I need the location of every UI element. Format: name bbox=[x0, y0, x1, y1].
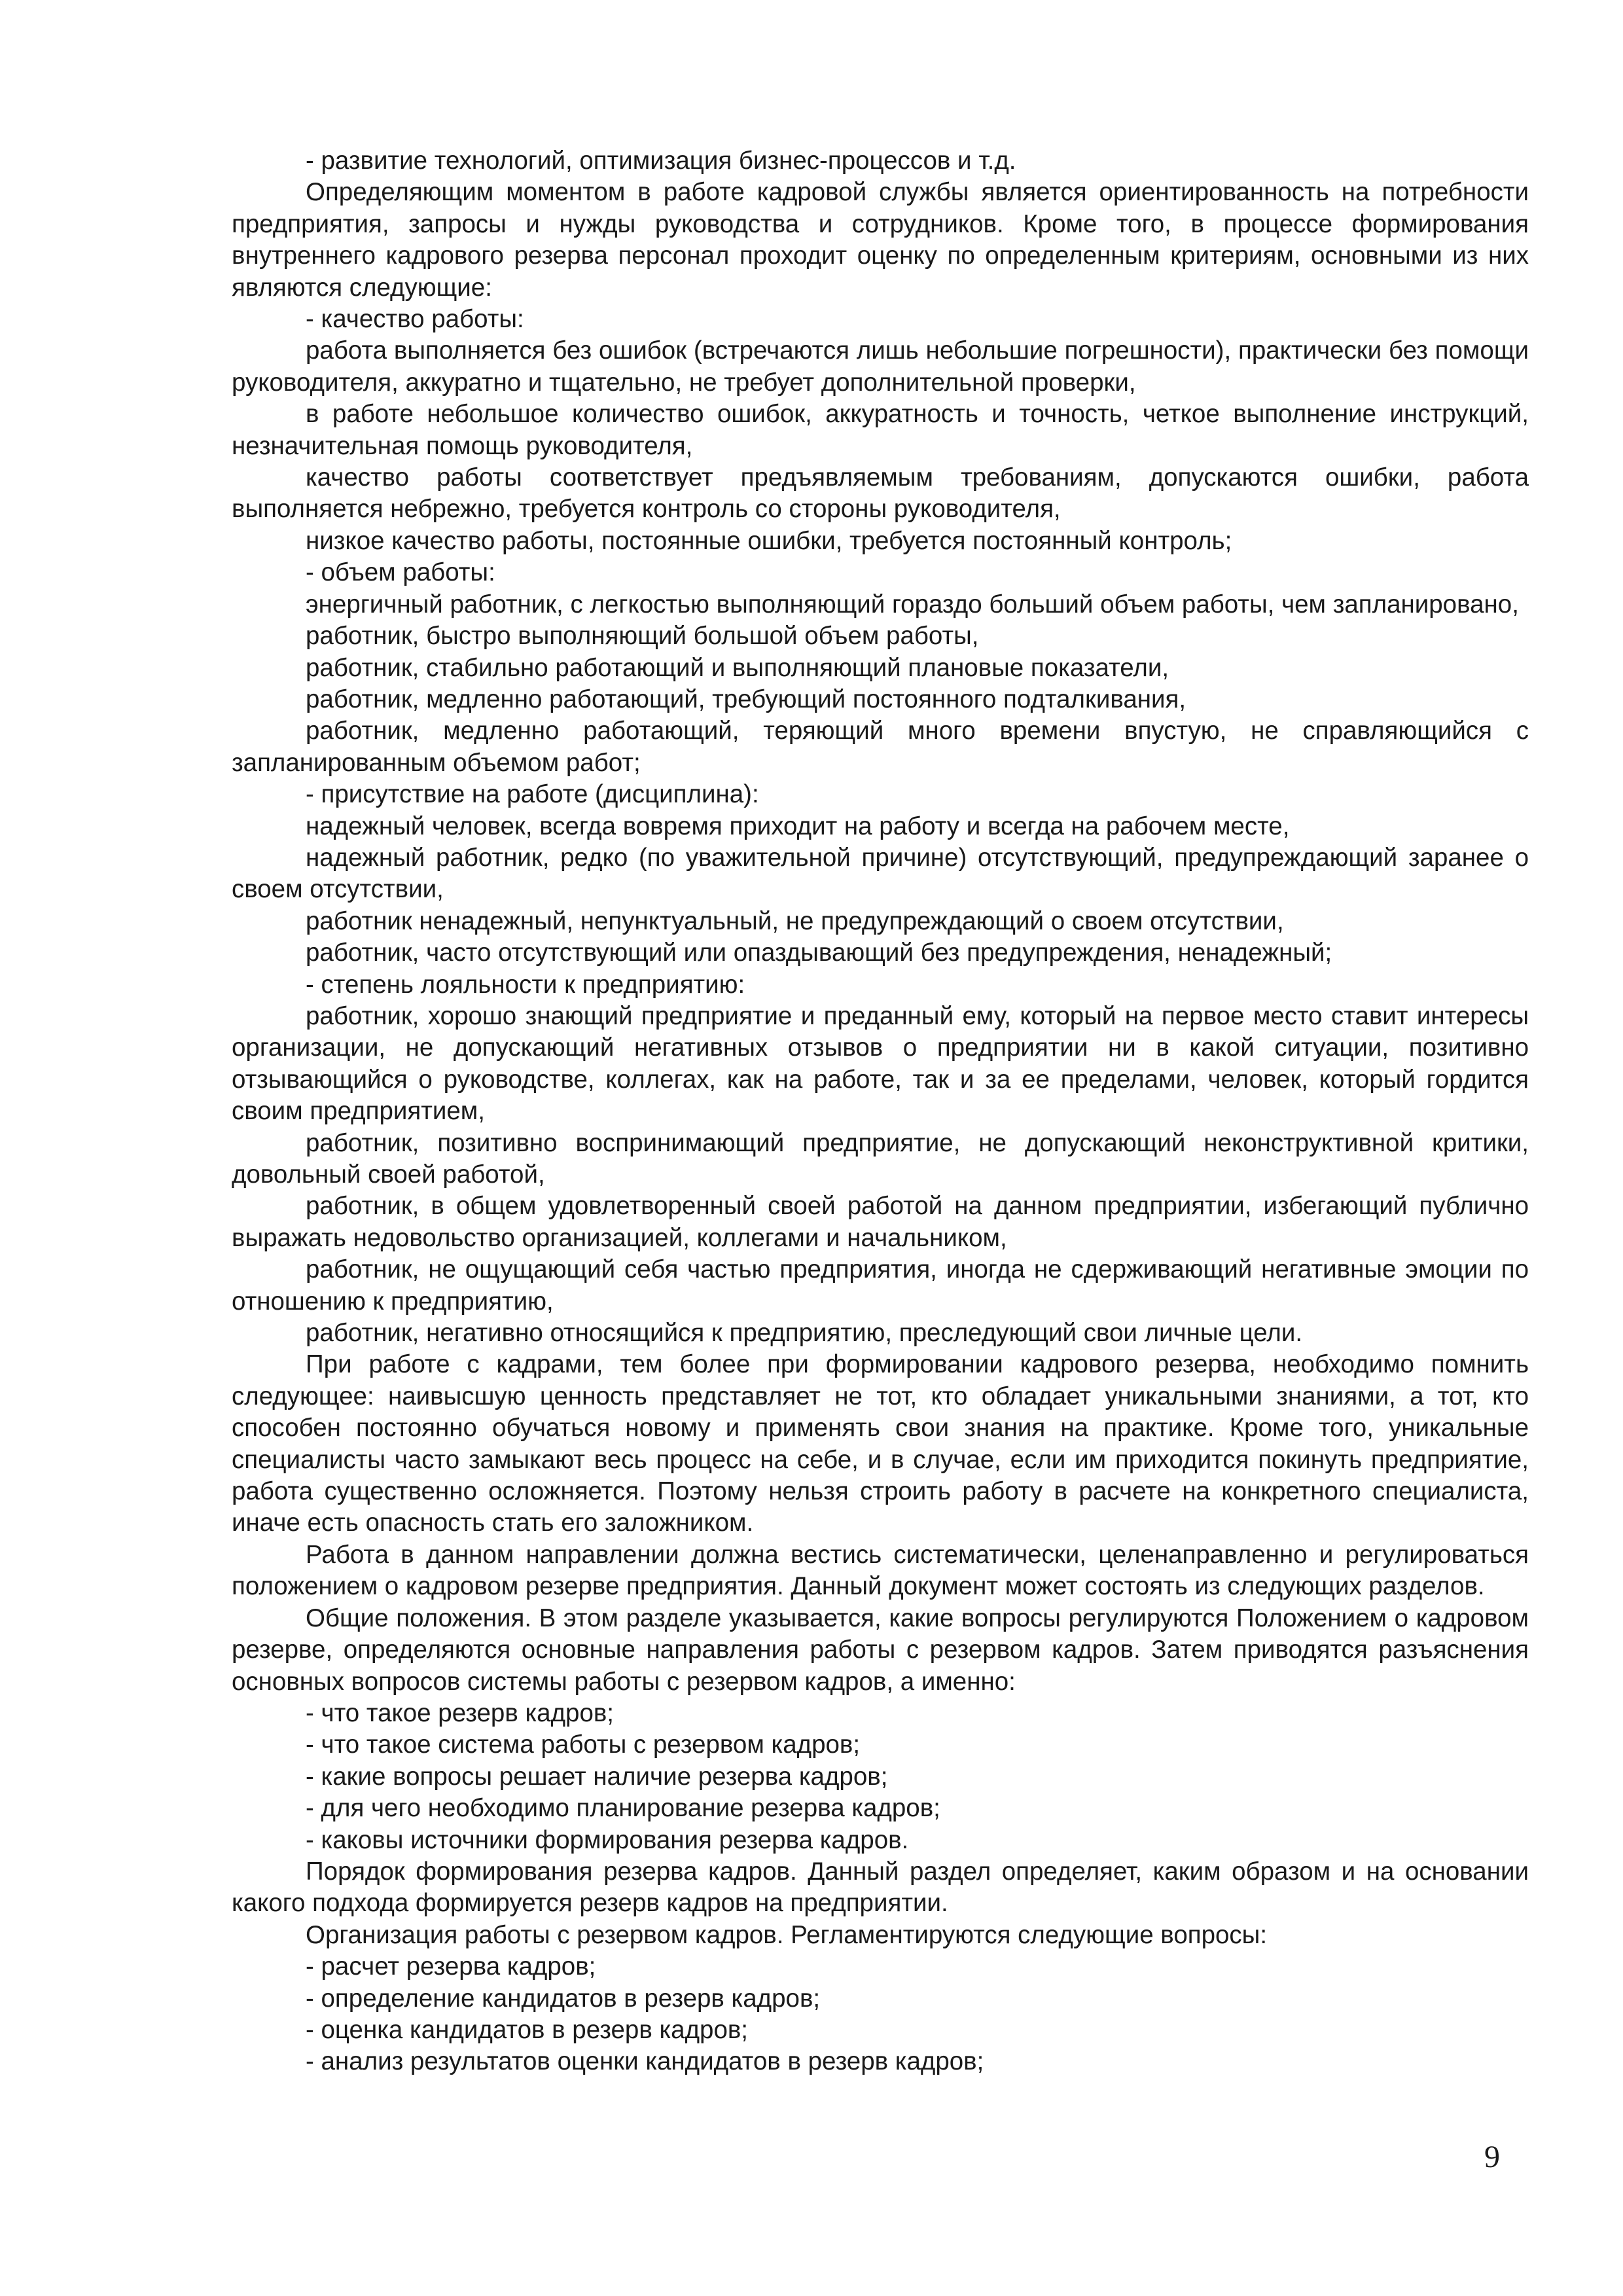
paragraph: Общие положения. В этом разделе указывается, какие вопросы регулируются Положением о кадровом резерве, определяются основные направления работы с резервом кадров. Затем приводятся разъяснения основных вопросов системы работы с резервом кадров, а именно: bbox=[232, 1604, 1529, 1696]
paragraph: работник, медленно работающий, теряющий много времени впустую, не справляющийся с запланированным объемом работ; bbox=[232, 717, 1529, 777]
paragraph: - какие вопросы решает наличие резерва кадров; bbox=[306, 1762, 888, 1791]
paragraph: работник, часто отсутствующий или опаздывающий без предупреждения, ненадежный; bbox=[306, 939, 1332, 967]
paragraph: энергичный работник, с легкостью выполняющий гораздо больший объем работы, чем запланировано, bbox=[306, 590, 1519, 619]
paragraph: работник, быстро выполняющий большой объем работы, bbox=[306, 622, 979, 651]
paragraph: работник, позитивно воспринимающий предприятие, не допускающий неконструктивной критики, довольный своей работой, bbox=[232, 1128, 1529, 1189]
paragraph: - для чего необходимо планирование резерва кадров; bbox=[306, 1794, 940, 1823]
paragraph: работник, хорошо знающий предприятие и преданный ему, который на первое место ставит интересы организации, не допускающий негативных отзывов о предприятии ни в какой ситуации, позитивно отзывающийся о руководстве, коллегах, как на работе, так и за ее пределами, человек, который гордится своим предприятием, bbox=[232, 1001, 1529, 1126]
paragraph: надежный работник, редко (по уважительной причине) отсутствующий, предупреждающий заранее о своем отсутствии, bbox=[232, 843, 1529, 904]
paragraph: Порядок формирования резерва кадров. Данный раздел определяет, каким образом и на основании какого подхода формируется резерв кадров на предприятии. bbox=[232, 1857, 1529, 1918]
paragraph: - присутствие на работе (дисциплина): bbox=[306, 780, 759, 809]
paragraph: низкое качество работы, постоянные ошибки, требуется постоянный контроль; bbox=[306, 526, 1232, 555]
paragraph: в работе небольшое количество ошибок, аккуратность и точность, четкое выполнение инструкций, незначительная помощь руководителя, bbox=[232, 400, 1529, 460]
paragraph: - что такое система работы с резервом кадров; bbox=[306, 1731, 861, 1759]
paragraph: - объем работы: bbox=[306, 558, 495, 587]
paragraph: - степень лояльности к предприятию: bbox=[306, 970, 745, 999]
paragraph: работник, в общем удовлетворенный своей работой на данном предприятии, избегающий публично выражать недовольство организацией, коллегами и начальником, bbox=[232, 1192, 1529, 1252]
paragraph: - развитие технологий, оптимизация бизнес-процессов и т.д. bbox=[306, 147, 1016, 175]
paragraph: работник, негативно относящийся к предприятию, преследующий свои личные цели. bbox=[306, 1319, 1303, 1348]
paragraph: - анализ результатов оценки кандидатов в резерв кадров; bbox=[306, 2047, 984, 2076]
paragraph: работа выполняется без ошибок (встречаются лишь небольшие погрешности), практически без помощи руководителя, аккуратно и тщательно, не требует дополнительной проверки, bbox=[232, 336, 1529, 397]
paragraph: - оценка кандидатов в резерв кадров; bbox=[306, 2015, 749, 2044]
paragraph: Организация работы с резервом кадров. Регламентируются следующие вопросы: bbox=[306, 1920, 1268, 1949]
paragraph: - качество работы: bbox=[306, 305, 524, 334]
page-number: 9 bbox=[1484, 2140, 1500, 2174]
paragraph: - определение кандидатов в резерв кадров; bbox=[306, 1984, 821, 2013]
paragraph: работник, стабильно работающий и выполняющий плановые показатели, bbox=[306, 653, 1169, 682]
paragraph: При работе с кадрами, тем более при формировании кадрового резерва, необходимо помнить следующее: наивысшую ценность представляет не тот, кто обладает уникальными знаниями, а тот, кто способен постоянно обучаться новому и применять свои знания на практике. Кроме того, уникальные специалисты часто замыкают весь процесс на себе, и в случае, если им приходится покинуть предприятие, работа существенно осложняется. Поэтому нельзя строить работу в расчете на конкретного специалиста, иначе есть опасность стать его заложником. bbox=[232, 1350, 1529, 1537]
paragraph: Работа в данном направлении должна вестись систематически, целенаправленно и регулироваться положением о кадровом резерве предприятия. Данный документ может состоять из следующих разделов. bbox=[232, 1540, 1529, 1601]
paragraph: надежный человек, всегда вовремя приходит на работу и всегда на рабочем месте, bbox=[306, 812, 1290, 840]
paragraph: - расчет резерва кадров; bbox=[306, 1952, 596, 1981]
paragraph: работник, не ощущающий себя частью предприятия, иногда не сдерживающий негативные эмоции по отношению к предприятию, bbox=[232, 1255, 1529, 1316]
paragraph: - что такое резерв кадров; bbox=[306, 1698, 615, 1727]
paragraph: работник ненадежный, непунктуальный, не предупреждающий о своем отсутствии, bbox=[306, 906, 1284, 935]
document-body bbox=[232, 145, 1529, 2078]
paragraph: работник, медленно работающий, требующий постоянного подталкивания, bbox=[306, 685, 1186, 713]
paragraph: качество работы соответствует предъявляемым требованиям, допускаются ошибки, работа выполняется небрежно, требуется контроль со стороны руководителя, bbox=[232, 463, 1529, 524]
paragraph: - каковы источники формирования резерва кадров. bbox=[306, 1825, 909, 1854]
paragraph: Определяющим моментом в работе кадровой службы является ориентированность на потребности предприятия, запросы и нужды руководства и сотрудников. Кроме того, в процессе формирования внутреннего кадрового резерва персонал проходит оценку по определенным критериям, основными из них являются следующие: bbox=[232, 178, 1529, 302]
